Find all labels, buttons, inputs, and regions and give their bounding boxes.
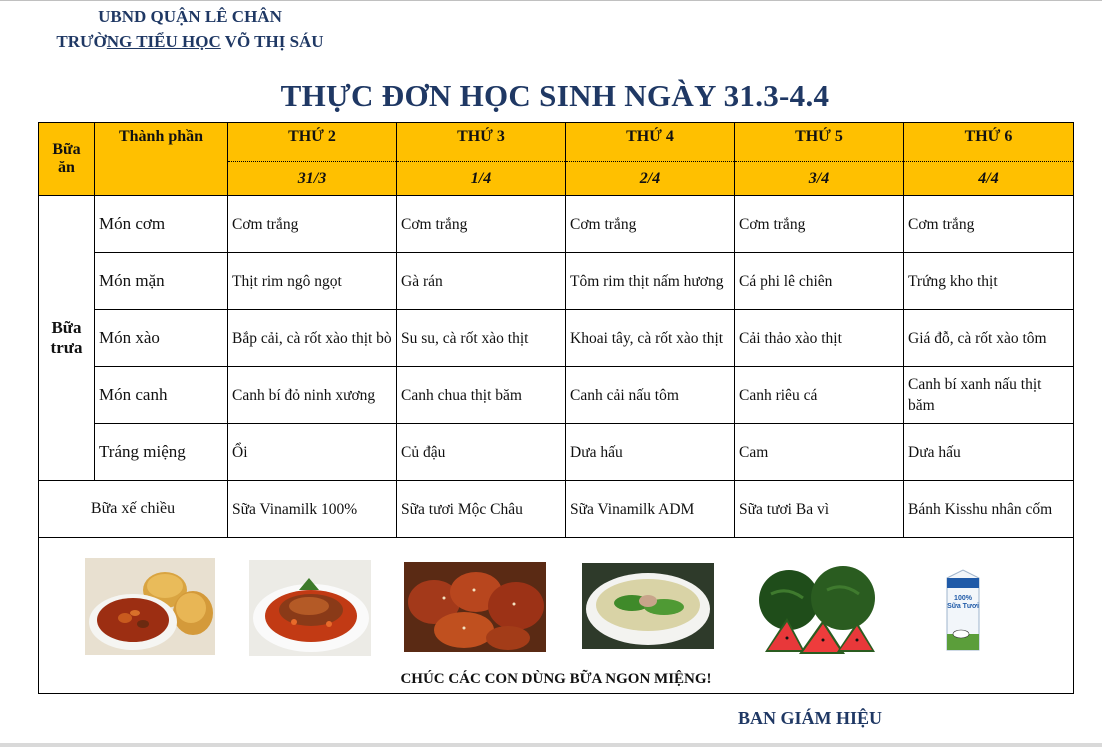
- component-header: Thành phần: [95, 123, 228, 196]
- page-title: THỰC ĐƠN HỌC SINH NGÀY 31.3-4.4: [280, 78, 830, 113]
- day-header: THỨ 5: [735, 123, 904, 162]
- dish-cell: Canh riêu cá: [735, 367, 904, 424]
- day-date: 2/4: [566, 162, 735, 196]
- table-row: [39, 367, 1074, 424]
- dish-cell: Củ đậu: [397, 424, 566, 481]
- day-date: 3/4: [735, 162, 904, 196]
- bottom-rule: [0, 743, 1102, 747]
- dish-cell: Cơm trắng: [228, 196, 397, 253]
- dish-cell: Canh bí đỏ ninh xương: [228, 367, 397, 424]
- menu-table: [38, 122, 1074, 694]
- snack-row: [39, 481, 1074, 538]
- snack-cell: Sữa tươi Mộc Châu: [397, 481, 566, 538]
- dish-cell: Canh bí xanh nấu thịt băm: [904, 367, 1074, 424]
- dish-cell: Cơm trắng: [904, 196, 1074, 253]
- watermelon-photo: [757, 560, 879, 662]
- dish-cell: Cơm trắng: [397, 196, 566, 253]
- snack-label: Bữa xế chiều: [39, 481, 228, 538]
- district-name: UBND QUẬN LÊ CHÂN: [98, 7, 282, 26]
- dish-cell: Canh chua thịt băm: [397, 367, 566, 424]
- dish-cell: Canh cải nấu tôm: [566, 367, 735, 424]
- signature-label: BAN GIÁM HIỆU: [738, 708, 883, 728]
- meal-header: Bữa ăn: [39, 123, 95, 196]
- component-label: Món canh: [95, 367, 228, 424]
- school-name: [40, 29, 340, 54]
- snack-cell: Sữa tươi Ba vì: [735, 481, 904, 538]
- fried-chicken-photo: [404, 562, 546, 652]
- milk-carton-label: [946, 595, 980, 611]
- closing-message: CHÚC CÁC CON DÙNG BỮA NGON MIỆNG!: [400, 671, 712, 687]
- dish-cell: Thịt rim ngô ngọt: [228, 253, 397, 310]
- school-header: [40, 4, 340, 54]
- table-header-row: [39, 123, 1074, 162]
- milk-carton-brand: Sữa Tươi: [947, 603, 979, 610]
- dish-cell: Cải thảo xào thịt: [735, 310, 904, 367]
- day-date: 31/3: [228, 162, 397, 196]
- milk-carton-pct: 100%: [954, 595, 972, 602]
- school-name-suffix: VÕ THỊ SÁU: [220, 32, 324, 51]
- day-date: 4/4: [904, 162, 1074, 196]
- dish-cell: Bắp cải, cà rốt xào thịt bò: [228, 310, 397, 367]
- vegetable-soup-photo: [582, 563, 714, 649]
- day-date: 1/4: [397, 162, 566, 196]
- component-label: Món mặn: [95, 253, 228, 310]
- component-label: Món xào: [95, 310, 228, 367]
- soup-bread-photo: [85, 558, 215, 655]
- dish-cell: Giá đỗ, cà rốt xào tôm: [904, 310, 1074, 367]
- fish-dish-photo: [249, 560, 371, 656]
- dish-cell: Tôm rim thịt nấm hương: [566, 253, 735, 310]
- food-photos: [43, 538, 1069, 693]
- milk-carton-icon: [943, 568, 983, 654]
- day-header: THỨ 4: [566, 123, 735, 162]
- table-row: [39, 424, 1074, 481]
- school-name-prefix: TRƯỜ: [56, 32, 107, 51]
- dish-cell: Dưa hấu: [566, 424, 735, 481]
- top-rule: [0, 0, 1102, 1]
- dish-cell: Khoai tây, cà rốt xào thịt: [566, 310, 735, 367]
- dish-cell: Gà rán: [397, 253, 566, 310]
- snack-cell: Sữa Vinamilk ADM: [566, 481, 735, 538]
- table-row: [39, 310, 1074, 367]
- day-header: THỨ 2: [228, 123, 397, 162]
- dish-cell: Cá phi lê chiên: [735, 253, 904, 310]
- snack-cell: Sữa Vinamilk 100%: [228, 481, 397, 538]
- table-row: [39, 196, 1074, 253]
- dish-cell: Trứng kho thịt: [904, 253, 1074, 310]
- school-name-underlined: NG TIỂU HỌC: [106, 32, 221, 51]
- component-label: Món cơm: [95, 196, 228, 253]
- dish-cell: Ổi: [228, 424, 397, 481]
- lunch-label: Bữa trưa: [39, 196, 95, 481]
- dish-cell: Cam: [735, 424, 904, 481]
- dish-cell: Cơm trắng: [566, 196, 735, 253]
- dish-cell: Dưa hấu: [904, 424, 1074, 481]
- snack-cell: Bánh Kisshu nhân cốm: [904, 481, 1074, 538]
- table-row: [39, 253, 1074, 310]
- dish-cell: Cơm trắng: [735, 196, 904, 253]
- dish-cell: Su su, cà rốt xào thịt: [397, 310, 566, 367]
- day-header: THỨ 6: [904, 123, 1074, 162]
- day-header: THỨ 3: [397, 123, 566, 162]
- component-label: Tráng miệng: [95, 424, 228, 481]
- photo-row: [39, 538, 1074, 694]
